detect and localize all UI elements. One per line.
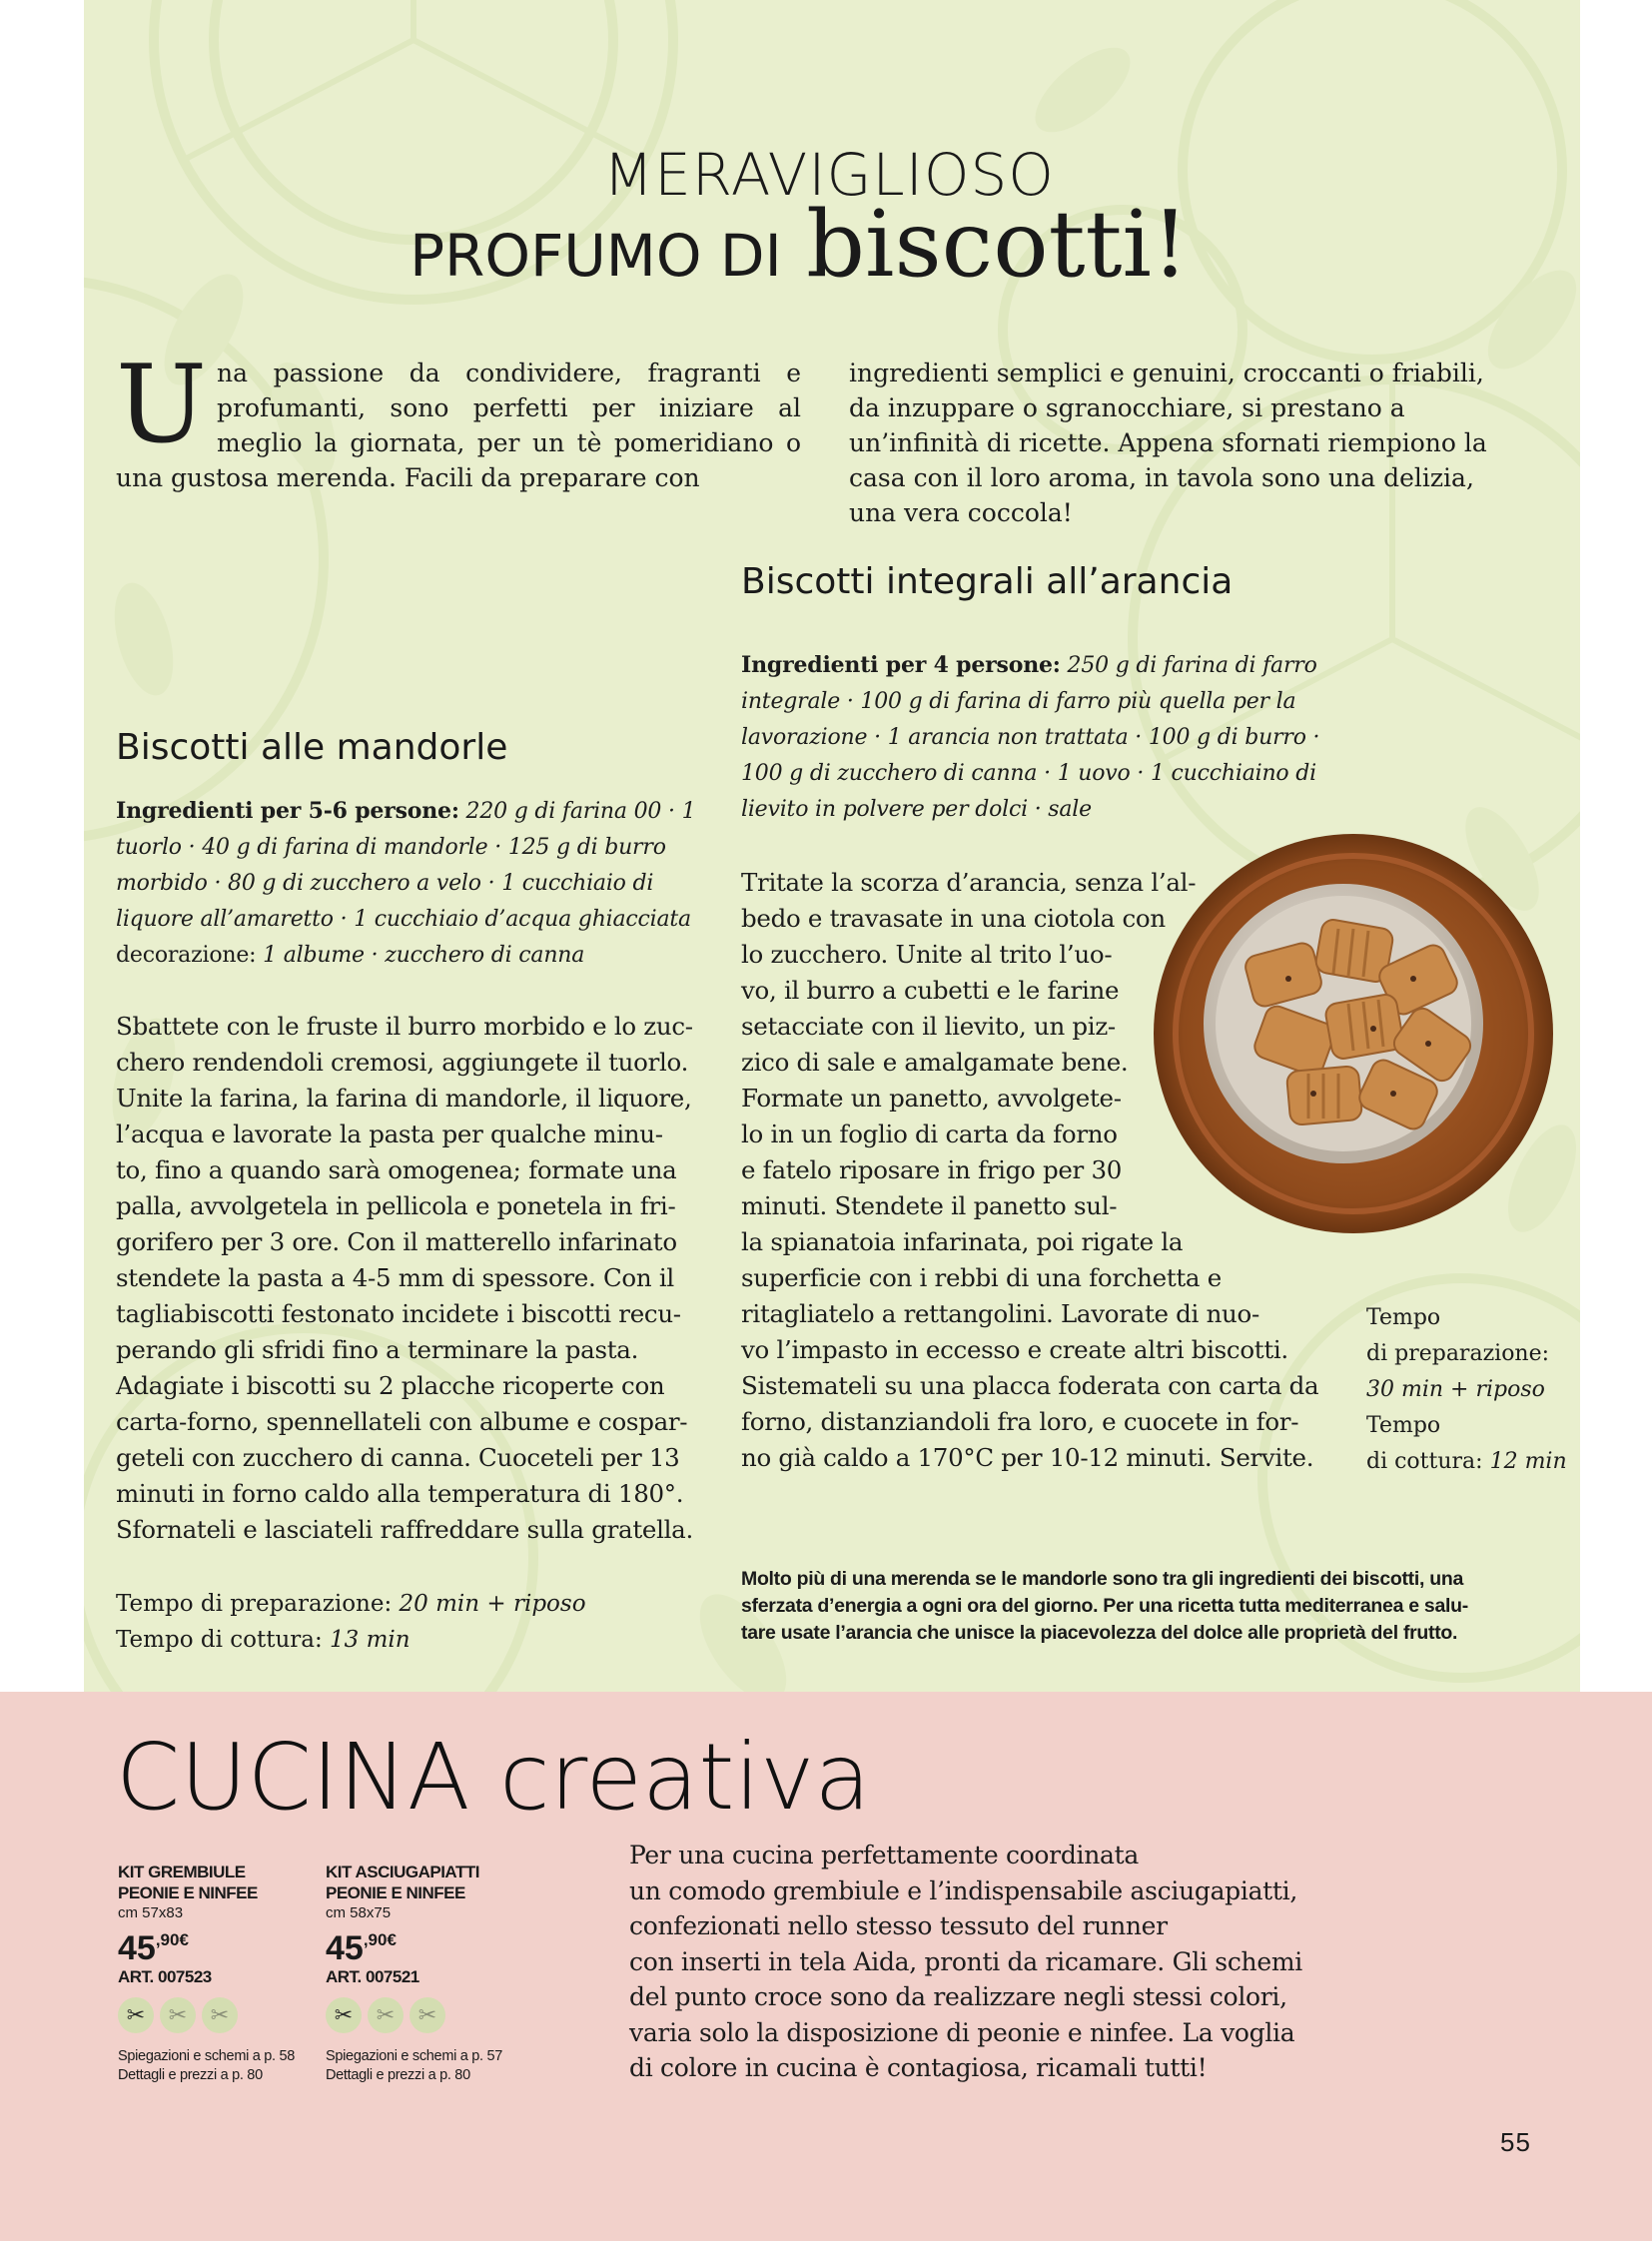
text-line: confezionati nello stesso tessuto del runner — [629, 1911, 1168, 1940]
scissors-icon: ✂ — [202, 1997, 238, 2033]
prep-label-2: di preparazione: — [1366, 1341, 1550, 1366]
page-title-line2 — [300, 191, 1298, 298]
text-line: minuti in forno caldo alla temperatura di 180°. — [116, 1479, 684, 1508]
times-almond — [116, 1586, 586, 1658]
text-line: e fatelo riposare in frigo per 30 — [741, 1155, 1123, 1184]
text-line: bedo e travasate in una ciotola con — [741, 904, 1166, 933]
text-line: geteli con zucchero di canna. Cuoceteli per 13 — [116, 1443, 680, 1472]
text-line: carta-forno, spennellateli con albume e cospar- — [116, 1407, 688, 1436]
kit-name-line1: KIT GREMBIULE — [118, 1863, 246, 1881]
ingredients-list: 250 g di farina di farro integrale · 100 g di farina di farro più quella per la lavorazione · 1 arancia non trattata · 100 g di burro · 100 g di zucchero di canna · 1 uovo · 1 cucchiaino di lievito in polvere per dolci · sale — [741, 653, 1320, 822]
kit-price — [118, 1922, 308, 1966]
price-int: 45 — [326, 1929, 364, 1967]
caption-line: tare usate l’arancia che unisce la piacevolezza del dolce alle proprietà del frutto. — [741, 1622, 1458, 1644]
text-line: setacciate con il lievito, un piz- — [741, 1012, 1116, 1041]
cook-value: 12 min — [1489, 1449, 1567, 1474]
text-line: chero rendendoli cremosi, aggiungete il tuorlo. — [116, 1048, 689, 1077]
text-line: to, fino a quando sarà omogenea; formate una — [116, 1155, 677, 1184]
price-int: 45 — [118, 1929, 156, 1967]
title-script-word: biscotti! — [806, 191, 1189, 298]
cook-label: Tempo di cottura: — [116, 1627, 323, 1653]
text-line: Unite la farina, la farina di mandorle, il liquore, — [116, 1084, 692, 1113]
text-line: un comodo grembiule e l’indispensabile asciugapiatti, — [629, 1875, 1298, 1905]
text-line: palla, avvolgetela in pellicola e ponetela in fri- — [116, 1191, 676, 1220]
text-line: Adagiate i biscotti su 2 placche ricoperte con — [116, 1371, 665, 1400]
cook-label-2: di cottura: — [1366, 1449, 1483, 1474]
text-line: Formate un panetto, avvolgete- — [741, 1084, 1122, 1113]
cook-value: 13 min — [330, 1627, 411, 1653]
kit-price — [326, 1922, 525, 1966]
text-line: varia solo la disposizione di peonie e ninfee. La voglia — [629, 2017, 1295, 2047]
kit-name-line1: KIT ASCIUGAPIATTI — [326, 1863, 479, 1881]
kit-details: Dettagli e prezzi a p. 80 — [326, 2067, 470, 2083]
cook-label-1: Tempo — [1366, 1413, 1441, 1438]
ingredients-almond — [116, 793, 705, 974]
scissors-icon: ✂ — [160, 1997, 196, 2033]
caption-line: sferzata d’energia a ogni ora del giorno. Per una ricetta tutta mediterranea e salu- — [741, 1595, 1468, 1617]
text-line: superficie con i rebbi di una forchetta e — [741, 1263, 1222, 1292]
photo-caption — [741, 1566, 1468, 1647]
ingredients-label: Ingredienti per 5-6 persone: — [116, 798, 459, 824]
page-number: 55 — [1500, 2127, 1531, 2157]
text-line: tagliabiscotti festonato incidete i biscotti recu- — [116, 1299, 681, 1328]
recipe-title-orange: Biscotti integrali all’arancia — [741, 561, 1234, 602]
ingredients-orange — [741, 647, 1330, 828]
product-kit-apron — [118, 1862, 308, 2085]
intro-column-right: ingredienti semplici e genuini, croccanti o friabili, da inzuppare o sgranocchiare, si prestano a un’infinità di ricette. Appena sfornati riempiono la casa con il loro aroma, in tavola sono una delizia, una vera coccola! — [849, 359, 1487, 527]
text-line: la spianatoia infarinata, poi rigate la — [741, 1227, 1184, 1256]
prep-value: 30 min + riposo — [1366, 1377, 1545, 1402]
recipe-title-almond: Biscotti alle mandorle — [116, 727, 508, 768]
text-line: forno, distanziandoli fra loro, e cuocete in for- — [741, 1407, 1299, 1436]
title-prefix: PROFUMO DI — [410, 222, 782, 290]
decoration-list: 1 albume · zucchero di canna — [263, 943, 585, 968]
decoration-label: decorazione: — [116, 943, 257, 968]
text-line: lo zucchero. Unite al trito l’uo- — [741, 940, 1113, 969]
cucina-upper: CUCINA — [116, 1724, 470, 1831]
kit-name-line2: PEONIE E NINFEE — [118, 1883, 258, 1902]
text-line: di colore in cucina è contagiosa, ricamali tutti! — [629, 2053, 1208, 2082]
prep-value: 20 min + riposo — [399, 1591, 586, 1617]
text-line: zico di sale e amalgamate bene. — [741, 1048, 1129, 1077]
dropcap: U — [116, 343, 208, 467]
kit-details: Dettagli e prezzi a p. 80 — [118, 2067, 263, 2083]
text-line: gorifero per 3 ore. Con il matterello infarinato — [116, 1227, 677, 1256]
text-line: Sistemateli su una placca foderata con carta da — [741, 1371, 1319, 1400]
text-line: Sbattete con le fruste il burro morbido e lo zuc- — [116, 1012, 693, 1041]
difficulty-icons — [326, 1997, 525, 2033]
page-title-line1: MERAVIGLIOSO — [603, 141, 1055, 209]
caption-line: Molto più di una merenda se le mandorle sono tra gli ingredienti dei biscotti, una — [741, 1568, 1463, 1590]
text-line: Tritate la scorza d’arancia, senza l’al- — [741, 868, 1197, 897]
intro-text-left: na passione da condividere, fragranti e profumanti, sono perfetti per iniziare al meglio la giornata, per un tè pomeridiano o una gustosa merenda. Facili da preparare con — [116, 359, 801, 492]
text-line: minuti. Stendete il panetto sul- — [741, 1191, 1118, 1220]
intro-column-left — [116, 343, 801, 495]
text-line: l’acqua e lavorate la pasta per qualche minu- — [116, 1120, 663, 1148]
scissors-icon: ✂ — [410, 1997, 445, 2033]
prep-label-1: Tempo — [1366, 1305, 1441, 1330]
kit-dimensions: cm 57x83 — [118, 1904, 184, 1921]
cookie-bowl-photo — [1149, 829, 1558, 1238]
prep-label: Tempo di preparazione: — [116, 1591, 393, 1617]
text-line: ritagliatelo a rettangolini. Lavorate di nuo- — [741, 1299, 1259, 1328]
cucina-lower: creativa — [498, 1724, 871, 1831]
kit-instructions: Spiegazioni e schemi a p. 57 — [326, 2048, 502, 2064]
text-line: Per una cucina perfettamente coordinata — [629, 1841, 1139, 1869]
kit-article: ART. 007523 — [118, 1967, 212, 1986]
text-line: perando gli sfridi fino a terminare la pasta. — [116, 1335, 639, 1364]
times-orange — [1366, 1300, 1567, 1480]
kit-article: ART. 007521 — [326, 1967, 419, 1986]
text-line: vo, il burro a cubetti e le farine — [741, 976, 1120, 1005]
method-almond — [116, 1009, 693, 1548]
price-dec: ,90€ — [155, 1930, 189, 1949]
text-line: lo in un foglio di carta da forno — [741, 1120, 1118, 1148]
kit-instructions: Spiegazioni e schemi a p. 58 — [118, 2048, 295, 2064]
text-line: stendete la pasta a 4-5 mm di spessore. Con il — [116, 1263, 674, 1292]
text-line: no già caldo a 170°C per 10-12 minuti. Servite. — [741, 1443, 1314, 1472]
text-line: Sfornateli e lasciateli raffreddare sulla gratella. — [116, 1515, 693, 1544]
kit-name-line2: PEONIE E NINFEE — [326, 1883, 465, 1902]
product-kit-towel — [326, 1862, 525, 2085]
scissors-icon: ✂ — [326, 1997, 362, 2033]
text-line: del punto croce sono da realizzare negli stessi colori, — [629, 1982, 1287, 2011]
kit-notes — [118, 2047, 308, 2085]
difficulty-icons — [118, 1997, 308, 2033]
ingredients-list: 220 g di farina 00 · 1 tuorlo · 40 g di farina di mandorle · 125 g di burro morbido · 80 g di zucchero a velo · 1 cucchiaio di liquore all’amaretto · 1 cucchiaio d’acqua ghiacciata — [116, 799, 696, 932]
scissors-icon: ✂ — [118, 1997, 154, 2033]
price-dec: ,90€ — [363, 1930, 397, 1949]
ingredients-label: Ingredienti per 4 persone: — [741, 652, 1061, 678]
text-line: con inserti in tela Aida, pronti da ricamare. Gli schemi — [629, 1946, 1302, 1976]
scissors-icon: ✂ — [368, 1997, 404, 2033]
text-line: vo l’impasto in eccesso e create altri biscotti. — [741, 1335, 1288, 1364]
kit-dimensions: cm 58x75 — [326, 1904, 392, 1921]
kit-notes — [326, 2047, 525, 2085]
section-title-cucina — [116, 1724, 871, 1831]
cucina-description — [629, 1838, 1302, 2086]
